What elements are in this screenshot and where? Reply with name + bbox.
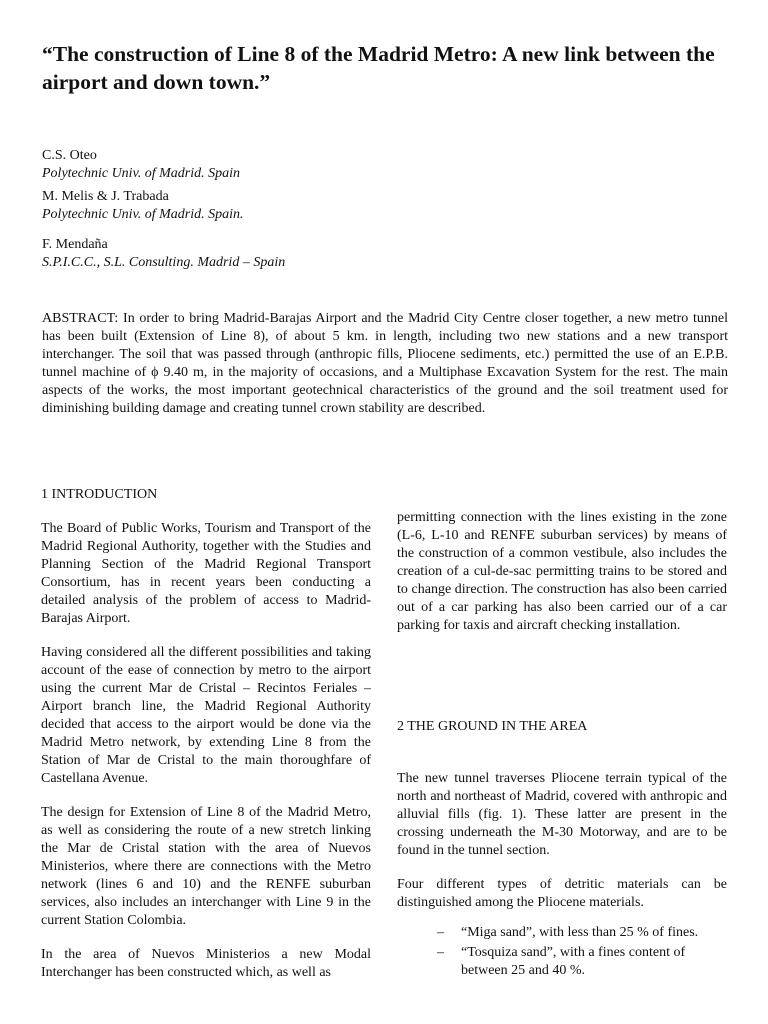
author-block	[42, 236, 642, 272]
paragraph-continuation: permitting connection with the lines existing in the zone (L-6, L-10 and RENFE suburban services) by means of the construction of a common vestibule, also includes the creation of a cul-de-sac permitting trains to be stored and to change direction. The construction has also been carried out of a car parking has also been carried our of a car parking for taxis and aircraft checking installation.	[397, 510, 727, 633]
paragraph: Four different types of detritic materials can be distinguished among the Pliocene materials.	[397, 877, 727, 910]
paragraph: The new tunnel traverses Pliocene terrain typical of the north and northeast of Madrid, covered with anthropic and alluvial fills (fig. 1). These latter are present in the crossing underneath the M-30 Motorway, and are to be found in the tunnel section.	[397, 771, 727, 858]
paragraph: Having considered all the different possibilities and taking account of the ease of connection by metro to the airport using the current Mar de Cristal – Recintos Feriales – Airport branch line, the Madrid Regional Authority decided that access to the airport would be done via the Madrid Metro network, by extending Line 8 from the Station of Mar de Cristal to the main thoroughfare of Castellana Avenue.	[41, 645, 371, 786]
material-list	[437, 924, 727, 980]
author-affiliation: Polytechnic Univ. of Madrid. Spain	[42, 166, 241, 181]
list-item: – “Miga sand”, with less than 25 % of fines.	[437, 924, 727, 942]
section-heading-introduction: 1 INTRODUCTION	[41, 487, 158, 502]
author-affiliation: Polytechnic Univ. of Madrid. Spain.	[42, 207, 244, 222]
abstract: ABSTRACT: In order to bring Madrid-Barajas Airport and the Madrid City Centre closer together, a new metro tunnel has been built (Extension of Line 8), of about 5 km. in length, including two new stations and a new transport interchanger. The soil that was passed through (anthropic fills, Pliocene sediments, etc.) permitted the use of an E.P.B. tunnel machine of ϕ 9.40 m, in the majority of occasions, and a Multiphase Excavation System for the rest. The main aspects of the works, the most important geotechnical characteristics of the ground and the soil treatment used for diminishing building damage and creating tunnel crown stability are described.	[42, 311, 728, 416]
author-affiliation: S.P.I.C.C., S.L. Consulting. Madrid – Spain	[42, 255, 286, 270]
paper-title: “The construction of Line 8 of the Madrid Metro: A new link between the airport and down town.”	[42, 42, 715, 94]
section-ground-body	[397, 770, 727, 982]
list-item: – “Tosquiza sand”, with a fines content of between 25 and 40 %.	[437, 944, 727, 980]
left-column	[41, 486, 371, 998]
author-block	[42, 188, 642, 224]
author-block	[42, 147, 642, 183]
paragraph: The design for Extension of Line 8 of the Madrid Metro, as well as considering the route of a new stretch linking the Mar de Cristal station with the area of Nuevos Ministerios, where there are connections with the Metro network (lines 6 and 10) and the RENFE suburban services, also includes an interchanger with Line 9 in the current Station Colombia.	[41, 805, 371, 928]
paragraph: The Board of Public Works, Tourism and Transport of the Madrid Regional Authority, together with the Studies and Planning Section of the Madrid Regional Transport Consortium, has in recent years been conducting a detailed analysis of the problem of access to Madrid-Barajas Airport.	[41, 521, 371, 626]
author-name: F. Mendaña	[42, 237, 108, 252]
section-heading-ground: 2 THE GROUND IN THE AREA	[397, 719, 588, 734]
author-list	[42, 147, 642, 277]
author-name: C.S. Oteo	[42, 148, 97, 163]
right-column	[397, 509, 727, 651]
author-name: M. Melis & J. Trabada	[42, 189, 169, 204]
paragraph: In the area of Nuevos Ministerios a new Modal Interchanger has been constructed which, as well as	[41, 947, 371, 980]
